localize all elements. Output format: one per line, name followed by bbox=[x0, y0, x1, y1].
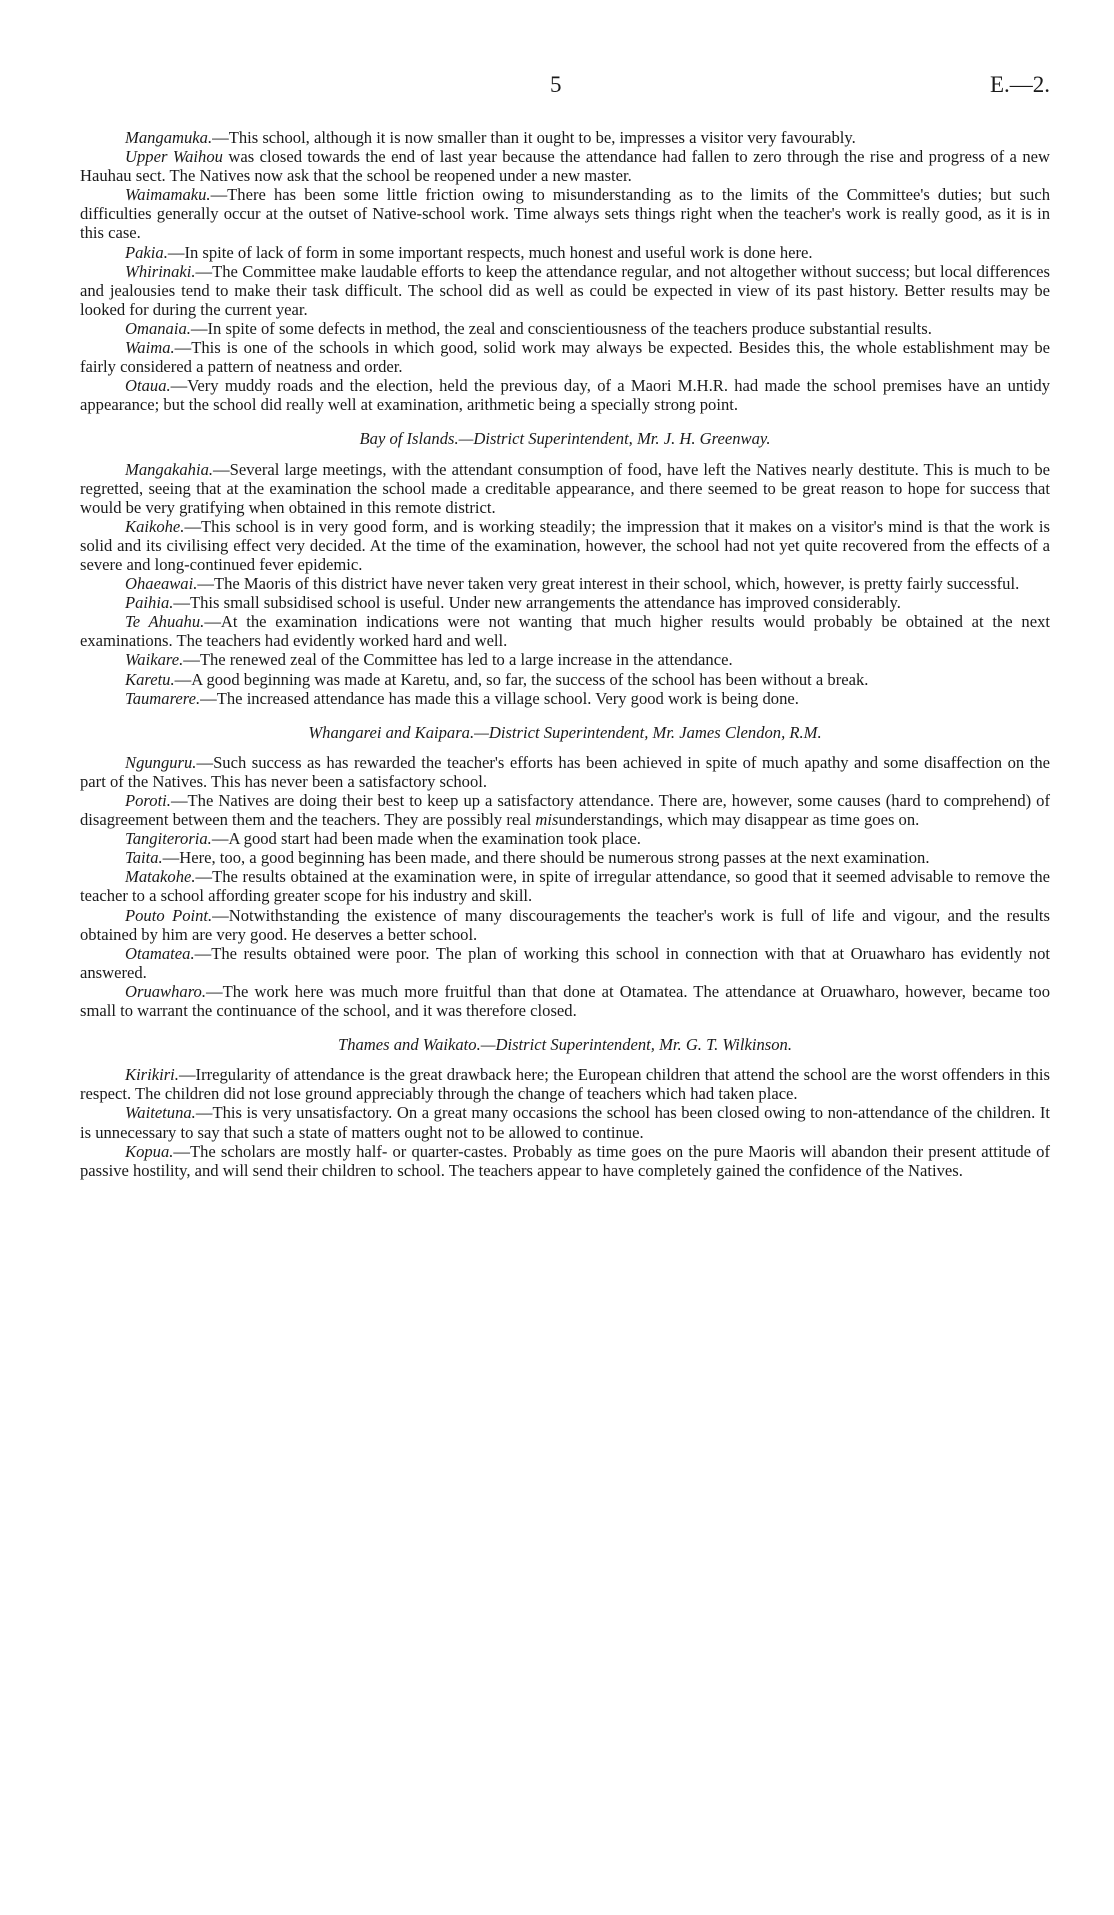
school-report-text: —This school, although it is now smaller than it ought to be, impresses a visitor very favourably. bbox=[212, 128, 856, 147]
school-paragraph bbox=[80, 944, 1050, 982]
school-name: Te Ahuahu. bbox=[125, 612, 205, 632]
school-report-text: —Here, too, a good beginning has been made, and there should be numerous strong passes at the next examination. bbox=[162, 848, 930, 868]
emphasis-text: mis bbox=[535, 810, 559, 830]
page-number: 5 bbox=[550, 72, 562, 97]
school-name: Pakia. bbox=[125, 242, 168, 262]
school-report-text: —The work here was much more fruitful than that done at Otamatea. The attendance at Oruawharo, however, became too small to warrant the continuance of the school, and it was therefore closed. bbox=[80, 981, 1050, 1021]
school-name: Pouto Point. bbox=[125, 905, 213, 925]
school-name: Otaua. bbox=[125, 376, 171, 396]
document-reference: E.—2. bbox=[989, 72, 1050, 97]
school-paragraph bbox=[80, 753, 1050, 791]
school-name: Waima. bbox=[125, 338, 175, 358]
school-name: Paihia. bbox=[125, 593, 174, 613]
school-name: Ohaeawai. bbox=[125, 574, 198, 594]
school-paragraph bbox=[80, 1065, 1050, 1103]
school-report-text: —This is one of the schools in which good, solid work may always be expected. Besides this, the whole establishment may be fairly considered a pattern of neatness and order. bbox=[80, 338, 1050, 377]
school-report-text: —At the examination indications were not wanting that much higher results would probably be obtained at the next examinations. The teachers had evidently worked hard and well. bbox=[80, 612, 1051, 651]
school-name: Omanaia. bbox=[125, 318, 191, 338]
school-paragraph bbox=[80, 574, 1050, 593]
district-heading: Whangarei and Kaipara.—District Superintendent, Mr. James Clendon, R.M. bbox=[308, 722, 822, 742]
school-name: Mangakahia. bbox=[125, 459, 214, 479]
school-name: Karetu. bbox=[125, 669, 175, 689]
school-paragraph bbox=[80, 517, 1050, 574]
school-name: Waimamaku. bbox=[125, 185, 211, 205]
document-body bbox=[80, 128, 1050, 1180]
school-paragraph bbox=[80, 1142, 1050, 1180]
school-name: Taumarere. bbox=[125, 688, 201, 708]
school-paragraph bbox=[80, 376, 1050, 414]
school-report-text: —This is very unsatisfactory. On a great many occasions the school has been closed owing to non-attendance of the children. It is unnecessary to say that such a state of matters ought not to be allowed to continue. bbox=[80, 1103, 1050, 1142]
school-paragraph bbox=[80, 338, 1050, 376]
school-report-text: —In spite of some defects in method, the zeal and conscientiousness of the teachers produce substantial results. bbox=[190, 318, 932, 338]
school-paragraph bbox=[80, 147, 1050, 185]
school-report-text: —Irregularity of attendance is the great drawback here; the European children that attend the school are the worst offenders in this respect. The children did not lose ground appreciably through the change of teachers which had taken place. bbox=[80, 1065, 1050, 1104]
school-report-text: —The scholars are mostly half- or quarter-castes. Probably as time goes on the pure Maoris will abandon their present attitude of passive hostility, and will send their children to school. The teachers appear to have completely gained the confidence of the Natives. bbox=[80, 1141, 1050, 1180]
school-report-text: —The results obtained were poor. The plan of working this school in connection with that at Oruawharo has evidently not answered. bbox=[80, 943, 1050, 982]
school-name: Kirikiri. bbox=[125, 1065, 179, 1085]
school-name: Mangamuka. bbox=[125, 128, 213, 147]
school-paragraph bbox=[80, 319, 1050, 338]
school-report-text: —Several large meetings, with the attendant consumption of food, have left the Natives nearly destitute. This is much to be regretted, seeing that at the examination the school made a creditable appearance, and there seemed to be great reason to hope for success that would be very gratifying when obtained in this remote district. bbox=[80, 459, 1050, 517]
school-name: Ngunguru. bbox=[125, 752, 197, 772]
school-report-text: —Very muddy roads and the election, held the previous day, of a Maori M.H.R. had made the school premises have an untidy appearance; but the school did really well at examination, arithmetic being a specially strong point. bbox=[80, 376, 1050, 415]
school-paragraph bbox=[80, 460, 1050, 517]
school-paragraph bbox=[80, 262, 1050, 319]
school-paragraph bbox=[80, 128, 1050, 147]
page-header bbox=[80, 72, 1050, 102]
district-heading: Bay of Islands.—District Superintendent, Mr. J. H. Greenway. bbox=[359, 429, 771, 449]
school-name: Otamatea. bbox=[125, 943, 195, 963]
school-report-text: —In spite of lack of form in some important respects, much honest and useful work is done here. bbox=[167, 242, 813, 262]
school-name: Matakohe. bbox=[125, 867, 196, 887]
school-report-text: —The Natives are doing their best to keep up a satisfactory attendance. There are, however, some causes (hard to comprehend) of disagreement between them and the teachers. They are possibly real bbox=[80, 791, 1050, 830]
school-report-text: —This school is in very good form, and is working steadily; the impression that it makes on a visitor's mind is that the work is solid and its civilising effect very decided. At the time of the examination, however, the school had not yet quite recovered from the effects of a severe and long-continued fever epidemic. bbox=[80, 516, 1050, 574]
school-name: Kopua. bbox=[125, 1141, 174, 1161]
school-name: Waikare. bbox=[125, 650, 184, 670]
school-paragraph bbox=[80, 791, 1050, 829]
school-report-text: —The increased attendance has made this a village school. Very good work is being done. bbox=[200, 688, 799, 708]
school-report-text: —This small subsidised school is useful. Under new arrangements the attendance has improved considerably. bbox=[173, 593, 901, 613]
school-name: Oruawharo. bbox=[125, 981, 206, 1001]
school-paragraph bbox=[80, 829, 1050, 848]
school-report-text: —The results obtained at the examination were, in spite of irregular attendance, so good that it seemed advisable to remove the teacher to a school affording greater scope for his industry and skill. bbox=[80, 867, 1050, 906]
school-paragraph bbox=[80, 906, 1050, 944]
school-report-text: —A good beginning was made at Karetu, and, so far, the success of the school has been without a break. bbox=[174, 669, 869, 689]
school-paragraph bbox=[80, 1103, 1050, 1141]
school-report-text: —Such success as has rewarded the teacher's efforts has been achieved in spite of much apathy and some disaffection on the part of the Natives. This has never been a satisfactory school. bbox=[80, 752, 1050, 791]
district-heading: Thames and Waikato.—District Superintendent, Mr. G. T. Wilkinson. bbox=[337, 1035, 793, 1055]
school-report-text: —A good start had been made when the examination took place. bbox=[211, 829, 641, 849]
school-report-text: —The Maoris of this district have never taken very great interest in their school, which, however, is pretty fairly successful. bbox=[197, 574, 1020, 594]
school-report-text: —There has been some little friction owing to misunderstanding as to the limits of the Committee's duties; but such difficulties generally occur at the outset of Native-school work. Time always sets things right when the teacher's work is really good, as it is in this case. bbox=[80, 185, 1050, 243]
school-name: Poroti. bbox=[125, 791, 171, 810]
school-paragraph bbox=[80, 243, 1050, 262]
school-name: Tangiteroria. bbox=[125, 829, 212, 849]
school-name: Taita. bbox=[125, 848, 163, 868]
school-report-text-continued: understandings, which may disappear as time goes on. bbox=[558, 810, 920, 830]
school-paragraph bbox=[80, 867, 1050, 905]
school-paragraph bbox=[80, 185, 1050, 242]
school-paragraph bbox=[80, 848, 1050, 867]
school-paragraph bbox=[80, 689, 1050, 708]
school-paragraph bbox=[80, 670, 1050, 689]
school-name: Upper Waihou bbox=[125, 147, 223, 167]
school-report-text: —The Committee make laudable efforts to keep the attendance regular, and not altogether without success; but local differences and jealousies tend to make their task difficult. The school did as well as could be expected in view of its past history. Better results may be looked for during the current year. bbox=[80, 261, 1050, 319]
school-paragraph bbox=[80, 612, 1050, 650]
school-report-text: —Notwithstanding the existence of many discouragements the teacher's work is full of life and vigour, and the results obtained by him are very good. He deserves a better school. bbox=[80, 905, 1050, 944]
school-paragraph bbox=[80, 982, 1050, 1020]
school-name: Whirinaki. bbox=[125, 261, 196, 281]
school-report-text: —The renewed zeal of the Committee has led to a large increase in the attendance. bbox=[183, 650, 733, 670]
school-paragraph bbox=[80, 593, 1050, 612]
school-paragraph bbox=[80, 650, 1050, 669]
school-name: Kaikohe. bbox=[125, 516, 185, 536]
school-name: Waitetuna. bbox=[125, 1103, 196, 1123]
school-report-text: was closed towards the end of last year because the attendance had fallen to zero through the rise and progress of a new Hauhau sect. The Natives now ask that the school be reopened under a new master. bbox=[80, 147, 1050, 186]
